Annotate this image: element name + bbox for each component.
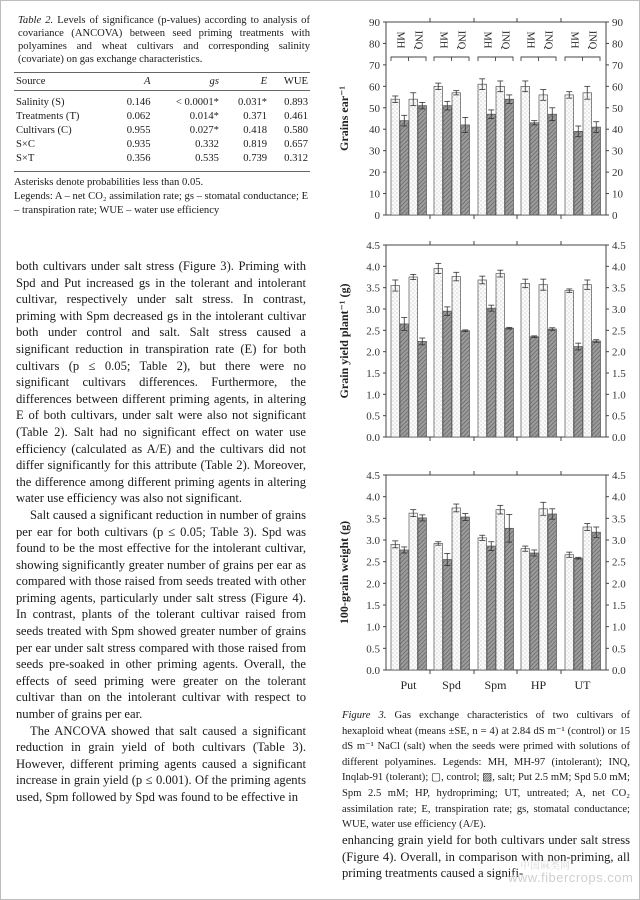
cell: Salinity (S): [16, 97, 65, 108]
y-tick-label-right: 3.0: [612, 535, 626, 547]
y-tick-label: 3.0: [366, 535, 380, 547]
y-axis-label: Grain yield plant⁻¹ (g): [337, 283, 351, 399]
y-tick-label: 60: [369, 81, 380, 94]
table-footnote: Asterisks denote probabilities less than 0.05.: [14, 177, 204, 188]
group-label-mh: MH: [437, 31, 449, 49]
table-caption-text: Levels of significance (p-values) according to analysis of covariance (ANCOVA) between seed priming treatments with polyamines and wheat cultivars and corresponding salinity (covariate) on gas exchange characteristics.: [18, 15, 310, 65]
y-tick-label: 4.0: [366, 491, 380, 504]
bar-mh-salt: [530, 337, 539, 437]
table-caption-label: Table 2.: [18, 15, 54, 26]
group-bracket: [478, 57, 513, 61]
group-label-mh: MH: [394, 31, 406, 49]
cell: 0.418: [243, 125, 268, 136]
group-label-inq: INQ: [455, 30, 467, 50]
bar-mh-control: [565, 291, 574, 437]
figure-caption-text: Gas exchange characteristics of two cultivars of hexaploid wheat (means ±SE, n = 4) at 2.84 dS m⁻¹ (control) or 15 dS m⁻¹ NaCl (salt) when the seeds were primed with solutions of different polyamines. Legends: MH, MH-97 (intolerant); INQ, Inqlab-91 (tolerant); ▢, control; ▨, salt; Put 2.5 mM; Spd 5.0 mM; Spm 2.5 mM; HP, hydropriming; UT, untreated; A, net CO₂ assimilation rate; E, transpiration rate; gs, stomatal conductance; WUE, water use efficiency (A/E).: [342, 710, 630, 831]
bar-mh-salt: [400, 121, 409, 215]
y-tick-label-right: 80: [612, 38, 623, 51]
x-category-label: Spd: [442, 678, 461, 692]
bar-inq-control: [539, 509, 548, 670]
bar-inq-control: [539, 95, 548, 215]
cell: 0.031*: [237, 97, 268, 108]
bar-inq-salt: [505, 99, 514, 215]
bar-mh-salt: [574, 558, 583, 670]
x-category-label: Put: [400, 678, 417, 692]
y-tick-label-right: 90: [612, 17, 623, 29]
x-category-label: UT: [574, 678, 591, 692]
y-tick-label: 0.0: [366, 665, 380, 677]
y-tick-label: 70: [369, 59, 380, 72]
bar-mh-control: [434, 268, 443, 437]
bar-mh-salt: [487, 546, 496, 670]
bar-mh-salt: [443, 106, 452, 215]
y-tick-label-right: 0.0: [612, 432, 626, 444]
bar-mh-control: [565, 95, 574, 215]
cell: 0.657: [284, 139, 308, 150]
bar-inq-control: [583, 93, 592, 215]
group-label-inq: INQ: [586, 30, 598, 50]
table-row: [14, 124, 310, 138]
significance-table: [14, 72, 310, 172]
paragraph: enhancing grain yield for both cultivars under salt stress (Figure 4). Overall, in comparison with non-priming, all priming treatments caused a signifi-: [342, 833, 630, 881]
bar-mh-salt: [574, 131, 583, 215]
y-tick-label: 1.5: [366, 600, 380, 612]
y-tick-label-right: 70: [612, 59, 623, 72]
watermark-cn: 中国麻类网: [520, 861, 570, 872]
y-tick-label-right: 0.5: [612, 643, 626, 656]
bar-inq-salt: [461, 331, 470, 437]
bar-mh-control: [478, 280, 487, 437]
cell: 0.535: [153, 152, 221, 172]
cell: 0.062: [126, 111, 151, 122]
y-tick-label: 0: [374, 210, 380, 222]
bar-mh-control: [478, 538, 487, 670]
bar-inq-salt: [548, 514, 557, 670]
group-label-mh: MH: [568, 31, 580, 49]
bar-mh-salt: [487, 308, 496, 437]
bar-mh-salt: [400, 324, 409, 437]
y-tick-label: 4.0: [366, 261, 380, 274]
bar-inq-salt: [418, 106, 427, 215]
y-tick-label-right: 30: [612, 145, 623, 158]
y-tick-label: 2.0: [366, 578, 380, 591]
col-header-e: E: [221, 73, 269, 91]
col-header-gs: gs: [153, 73, 221, 91]
y-tick-label: 3.5: [366, 513, 380, 526]
bar-inq-control: [409, 99, 418, 215]
col-header-source: Source: [14, 73, 112, 91]
y-tick-label: 50: [369, 102, 380, 115]
y-tick-label: 90: [369, 17, 380, 29]
left-body-text: [16, 258, 306, 806]
bar-inq-control: [496, 86, 505, 215]
cell: < 0.0001*: [175, 97, 219, 108]
y-tick-label: 1.0: [366, 621, 380, 634]
y-tick-label-right: 2.0: [612, 346, 626, 359]
bar-inq-salt: [505, 528, 514, 670]
figure-3: [332, 0, 632, 710]
y-tick-label-right: 1.0: [612, 621, 626, 634]
table-header-row: [14, 73, 310, 91]
group-label-inq: INQ: [542, 30, 554, 50]
y-tick-label-right: 0.5: [612, 410, 626, 423]
bar-inq-salt: [461, 125, 470, 215]
paragraph: both cultivars under salt stress (Figure 3). Priming with Spd and Put increased gs in the tolerant and intolerant cultivar, respectively under salt stress. In contrast, priming with Spm decreased gs in the intolerant cultivar both under control and salt. Salt stress caused a significant reduction in transpiration rate (E) for both cultivars (p ≤ 0.05; Table 2), but there were no significant cultivars differences. Furthermore, the differences between different priming agents, in altering E of both cultivars, under salt were also not significant (Table 2). Salt had no significant effect on water use efficiency (calculated as A/E) and the cultivars did not differ significantly for this attribute (Table 2). Moreover, the difference among different priming agents in altering water use efficiency was also not significant.: [16, 259, 306, 506]
figure-caption: [342, 708, 630, 833]
watermark: www.fibercrops.com: [508, 870, 634, 885]
bar-mh-salt: [530, 123, 539, 215]
bar-mh-control: [391, 99, 400, 215]
bar-mh-salt: [443, 560, 452, 671]
cell: 0.819: [243, 139, 268, 150]
bar-mh-salt: [530, 553, 539, 670]
y-tick-label-right: 3.5: [612, 513, 626, 526]
bar-mh-control: [565, 555, 574, 670]
cell: Treatments (T): [16, 111, 80, 122]
y-tick-label-right: 2.0: [612, 578, 626, 591]
group-bracket: [565, 57, 600, 61]
bar-inq-control: [583, 527, 592, 670]
cell: S×T: [14, 152, 112, 172]
y-tick-label-right: 20: [612, 167, 623, 180]
y-tick-label-right: 40: [612, 124, 623, 137]
y-tick-label: 1.5: [366, 368, 380, 380]
group-bracket: [391, 57, 426, 61]
group-bracket: [521, 57, 556, 61]
y-tick-label-right: 1.0: [612, 389, 626, 402]
bar-inq-control: [409, 513, 418, 670]
group-label-mh: MH: [524, 31, 536, 49]
bar-mh-control: [434, 86, 443, 215]
bar-inq-salt: [461, 517, 470, 670]
bar-inq-salt: [592, 341, 601, 437]
y-tick-label-right: 60: [612, 81, 623, 94]
figure-3-charts: [332, 0, 640, 705]
bar-mh-control: [434, 543, 443, 670]
y-axis-label: 100-grain weight (g): [337, 520, 351, 625]
bar-inq-control: [452, 508, 461, 670]
bar-inq-salt: [592, 532, 601, 670]
y-tick-label: 40: [369, 124, 380, 137]
y-tick-label: 10: [369, 188, 380, 201]
bar-mh-salt: [487, 114, 496, 215]
bar-inq-control: [452, 93, 461, 215]
cell: 0.893: [284, 97, 308, 108]
bar-mh-control: [478, 84, 487, 215]
y-tick-label: 4.5: [366, 240, 380, 252]
y-tick-label-right: 3.5: [612, 282, 626, 295]
cell: 0.371: [243, 111, 268, 122]
table-row: [14, 138, 310, 152]
y-tick-label: 2.5: [366, 556, 380, 569]
cell: 0.332: [195, 139, 219, 150]
group-label-mh: MH: [481, 31, 493, 49]
y-tick-label: 20: [369, 167, 380, 180]
y-tick-label-right: 4.0: [612, 261, 626, 274]
y-tick-label: 3.5: [366, 282, 380, 295]
y-tick-label-right: 0: [612, 210, 618, 222]
table-row: [14, 152, 310, 172]
cell: Cultivars (C): [16, 125, 72, 136]
y-tick-label-right: 1.5: [612, 600, 626, 612]
cell: 0.027*: [189, 125, 219, 136]
y-tick-label: 30: [369, 145, 380, 158]
cell: 0.146: [126, 97, 151, 108]
col-header-wue: WUE: [269, 73, 310, 91]
y-tick-label-right: 4.5: [612, 240, 626, 252]
y-tick-label-right: 3.0: [612, 304, 626, 316]
cell: 0.461: [284, 111, 308, 122]
cell: 0.014*: [189, 111, 219, 122]
y-tick-label: 2.0: [366, 346, 380, 359]
bar-inq-control: [583, 285, 592, 437]
bar-inq-salt: [592, 127, 601, 215]
col-header-a: A: [112, 73, 152, 91]
paragraph: The ANCOVA showed that salt caused a significant reduction in grain yield of both cultivars (Table 3). However, different priming agents caused a significant increase in grain yield (p ≤ 0.001). Of the priming agents used, Spm followed by Spd was found to be effective in: [16, 723, 306, 804]
bar-inq-control: [496, 274, 505, 437]
y-tick-label-right: 10: [612, 188, 623, 201]
left-column: [14, 8, 310, 218]
y-tick-label-right: 0.0: [612, 665, 626, 677]
y-tick-label: 0.0: [366, 432, 380, 444]
cell: 0.935: [126, 139, 151, 150]
cell: S×C: [16, 139, 35, 150]
table-legend: Legends: A – net CO₂ assimilation rate; gs – stomatal conductance; E – transpiration rate; WUE – water use efficiency: [14, 191, 309, 216]
y-tick-label: 0.5: [366, 410, 380, 423]
figure-caption-label: Figure 3.: [342, 710, 387, 721]
cell: 0.739: [221, 152, 269, 172]
x-category-label: Spm: [484, 678, 507, 692]
bar-inq-salt: [505, 328, 514, 437]
table-row: [14, 110, 310, 124]
y-tick-label-right: 1.5: [612, 368, 626, 380]
cell: 0.356: [112, 152, 152, 172]
table-caption: [18, 14, 310, 66]
table-row: [14, 91, 310, 111]
bar-mh-control: [521, 283, 530, 437]
bar-inq-control: [452, 277, 461, 437]
y-tick-label-right: 4.5: [612, 470, 626, 482]
bar-inq-salt: [418, 341, 427, 437]
bar-mh-control: [521, 86, 530, 215]
y-tick-label-right: 2.5: [612, 556, 626, 569]
group-bracket: [434, 57, 469, 61]
y-tick-label-right: 4.0: [612, 491, 626, 504]
paragraph: Salt caused a significant reduction in number of grains per ear for both cultivars (p ≤ 0.05; Table 3). Spd was found to be the most effective for the intolerant cultivar, showing significantly greater number of grains per ear as compared with those raised from seeds treated with other priming agents, particularly under salt stress (Figure 4). In contrast, plants of the tolerant cultivar raised from seeds treated with Spm showed greater number of grains per ear under salt stress compared with those raised from seeds pre-soaked in other priming agents. Overall, the effects of seed priming were greater on the tolerant cultivar than on the intolerant cultivar with respect to number of grains per ear.: [16, 507, 306, 722]
y-tick-label: 3.0: [366, 304, 380, 316]
bar-inq-control: [496, 510, 505, 670]
y-tick-label: 4.5: [366, 470, 380, 482]
bar-mh-control: [521, 549, 530, 670]
group-label-inq: INQ: [499, 30, 511, 50]
bar-mh-control: [391, 544, 400, 670]
y-tick-label-right: 2.5: [612, 325, 626, 338]
bar-mh-control: [391, 286, 400, 437]
bar-inq-control: [539, 285, 548, 437]
y-tick-label: 80: [369, 38, 380, 51]
bar-inq-salt: [548, 114, 557, 215]
bar-mh-salt: [443, 311, 452, 437]
bar-inq-salt: [418, 518, 427, 670]
group-label-inq: INQ: [412, 30, 424, 50]
bar-inq-salt: [548, 329, 557, 437]
cell: 0.955: [126, 125, 151, 136]
cell: 0.580: [284, 125, 308, 136]
x-category-label: HP: [530, 678, 547, 692]
y-tick-label: 2.5: [366, 325, 380, 338]
cell: 0.312: [269, 152, 310, 172]
bar-mh-salt: [574, 347, 583, 437]
y-tick-label: 1.0: [366, 389, 380, 402]
bar-inq-control: [409, 277, 418, 437]
bar-mh-salt: [400, 550, 409, 670]
y-tick-label-right: 50: [612, 102, 623, 115]
y-tick-label: 0.5: [366, 643, 380, 656]
y-axis-label: Grains ear⁻¹: [337, 86, 351, 151]
